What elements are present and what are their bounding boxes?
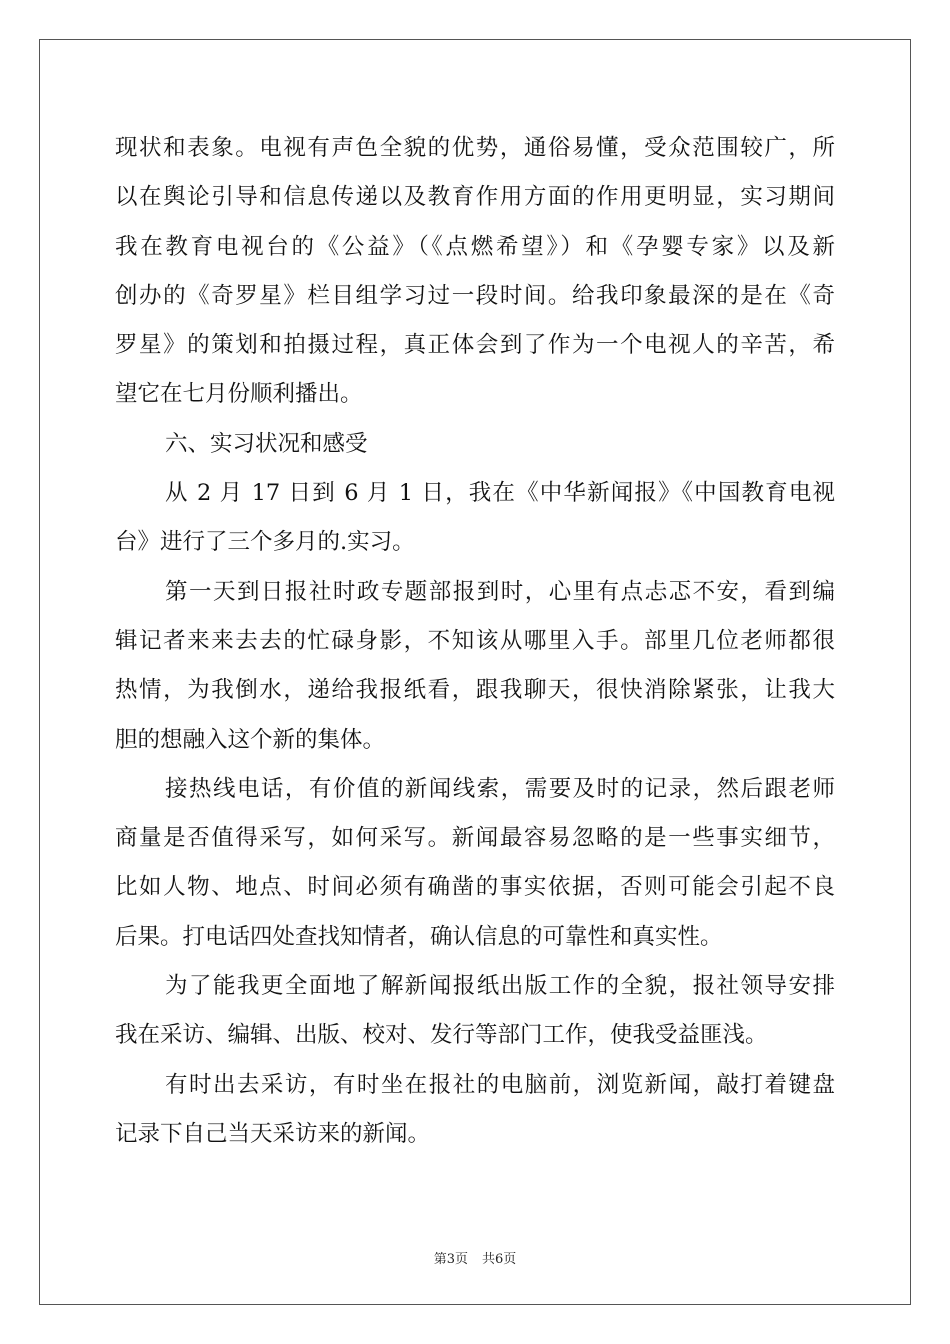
text-line: 辑记者来来去去的忙碌身影，不知该从哪里入手。部里几位老师都很 — [115, 627, 835, 654]
page-number: 第3页 — [433, 1252, 468, 1267]
text-line: 商量是否值得采写，如何采写。新闻最容易忽略的是一些事实细节， — [115, 825, 835, 852]
text-line: 从 2 月 17 日到 6 月 1 日，我在《中华新闻报》《中国教育电视 — [165, 480, 835, 507]
text-line: 罗星》的策划和拍摄过程，真正体会到了作为一个电视人的辛苦，希 — [115, 332, 835, 359]
text-line: 现状和表象。电视有声色全貌的优势，通俗易懂，受众范围较广，所 — [115, 135, 835, 161]
text-line: 以在舆论引导和信息传递以及教育作用方面的作用更明显，实习期间 — [115, 184, 835, 211]
page-total: 共6页 — [482, 1252, 517, 1267]
text-line: 后果。打电话四处查找知情者，确认信息的可靠性和真实性。 — [115, 923, 723, 950]
document-body — [115, 124, 835, 1159]
text-line: 为了能我更全面地了解新闻报纸出版工作的全貌，报社领导安排 — [165, 973, 835, 1000]
text-line: 记录下自己当天采访来的新闻。 — [115, 1120, 431, 1147]
text-line: 比如人物、地点、时间必须有确凿的事实依据，否则可能会引起不良 — [115, 874, 835, 901]
text-line: 创办的《奇罗星》栏目组学习过一段时间。给我印象最深的是在《奇 — [115, 282, 835, 309]
text-line: 有时出去采访，有时坐在报社的电脑前，浏览新闻，敲打着键盘 — [165, 1071, 835, 1098]
section-heading: 六、实习状况和感受 — [165, 430, 368, 457]
text-line: 胆的想融入这个新的集体。 — [115, 726, 386, 753]
text-line: 接热线电话，有价值的新闻线索，需要及时的记录，然后跟老师 — [165, 775, 835, 802]
text-line: 我在采访、编辑、出版、校对、发行等部门工作，使我受益匪浅。 — [115, 1022, 768, 1049]
text-line: 热情，为我倒水，递给我报纸看，跟我聊天，很快消除紧张，让我大 — [115, 677, 835, 704]
text-line: 我在教育电视台的《公益》（《点燃希望》）和《孕婴专家》以及新 — [115, 233, 835, 260]
text-line: 第一天到日报社时政专题部报到时，心里有点忐忑不安，看到编 — [165, 578, 835, 605]
page-footer — [0, 1248, 950, 1267]
text-line: 望它在七月份顺利播出。 — [115, 381, 363, 408]
text-line: 台》进行了三个多月的.实习。 — [115, 529, 415, 556]
